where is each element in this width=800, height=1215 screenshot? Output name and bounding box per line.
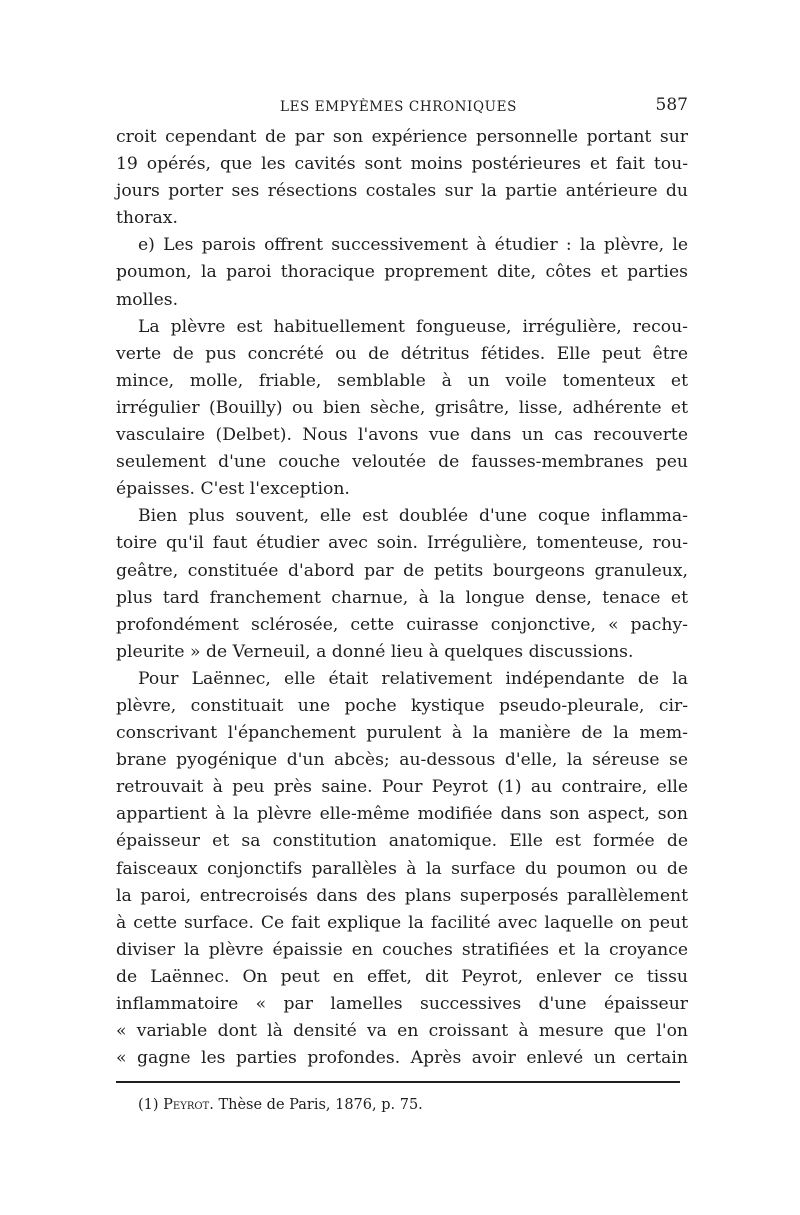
text-line: mince, molle, friable, semblable à un voile tomenteux et [116, 370, 688, 391]
body-text [116, 124, 688, 1072]
text-line: faisceaux conjonctifs parallèles à la surface du poumon ou de [116, 858, 688, 879]
text-line: poumon, la paroi thoracique proprement dite, côtes et parties [116, 262, 688, 283]
text-line: Pour Laënnec, elle était relativement indépendante de la [138, 668, 688, 689]
footnote-rule [116, 1081, 680, 1083]
text-line: conscrivant l'épanchement purulent à la manière de la mem- [116, 723, 688, 744]
text-line: plèvre, constituait une poche kystique pseudo-pleurale, cir- [116, 695, 688, 716]
text-line: profondément sclérosée, cette cuirasse conjonctive, « pachy- [116, 614, 688, 635]
page-number: 587 [655, 95, 688, 115]
text-line: seulement d'une couche veloutée de fausses-membranes peu [116, 452, 688, 473]
text-line: verte de pus concrété ou de détritus fétides. Elle peut être [116, 343, 688, 364]
text-line: 19 opérés, que les cavités sont moins postérieures et fait tou- [116, 154, 688, 175]
footnote-author: Peyrot. [163, 1097, 214, 1113]
text-line: vasculaire (Delbet). Nous l'avons vue dans un cas recouverte [116, 425, 688, 446]
text-line: épaisseur et sa constitution anatomique. Elle est formée de [116, 831, 688, 852]
footnote [138, 1097, 423, 1113]
text-line: « variable dont là densité va en croissant à mesure que l'on [116, 1021, 688, 1042]
text-line: Bien plus souvent, elle est doublée d'une coque inflamma- [138, 506, 688, 527]
text-line: e) Les parois offrent successivement à étudier : la plèvre, le [138, 235, 688, 256]
running-head [116, 95, 688, 119]
text-line: jours porter ses résections costales sur la partie antérieure du [116, 181, 688, 202]
text-line: retrouvait à peu près saine. Pour Peyrot (1) au contraire, elle [116, 777, 688, 798]
text-line: geâtre, constituée d'abord par de petits bourgeons granuleux, [116, 560, 688, 581]
running-title: LES EMPYÈMES CHRONIQUES [280, 99, 517, 115]
text-line: La plèvre est habituellement fongueuse, irrégulière, recou- [138, 316, 688, 337]
text-line: brane pyogénique d'un abcès; au-dessous d'elle, la séreuse se [116, 750, 688, 771]
text-line: pleurite » de Verneuil, a donné lieu à quelques discussions. [116, 641, 634, 662]
text-line: « gagne les parties profondes. Après avoir enlevé un certain [116, 1048, 688, 1069]
text-line: appartient à la plèvre elle-même modifiée dans son aspect, son [116, 804, 688, 825]
text-line: diviser la plèvre épaissie en couches stratifiées et la croyance [116, 939, 688, 960]
text-line: toire qu'il faut étudier avec soin. Irrégulière, tomenteuse, rou- [116, 533, 688, 554]
text-line: à cette surface. Ce fait explique la facilité avec laquelle on peut [116, 912, 688, 933]
text-line: épaisses. C'est l'exception. [116, 479, 350, 500]
footnote-marker: (1) [138, 1097, 159, 1113]
text-line: la paroi, entrecroisés dans des plans superposés parallèlement [116, 885, 688, 906]
text-line: croit cependant de par son expérience personnelle portant sur [116, 127, 688, 147]
text-line: thorax. [116, 208, 178, 229]
footnote-text: Thèse de Paris, 1876, p. 75. [218, 1097, 423, 1113]
text-line: inflammatoire « par lamelles successives d'une épaisseur [116, 994, 688, 1014]
text-line: irrégulier (Bouilly) ou bien sèche, grisâtre, lisse, adhérente et [116, 397, 688, 418]
text-line: molles. [116, 289, 179, 310]
text-line: plus tard franchement charnue, à la longue dense, tenace et [116, 587, 688, 608]
text-line: de Laënnec. On peut en effet, dit Peyrot, enlever ce tissu [116, 966, 688, 987]
